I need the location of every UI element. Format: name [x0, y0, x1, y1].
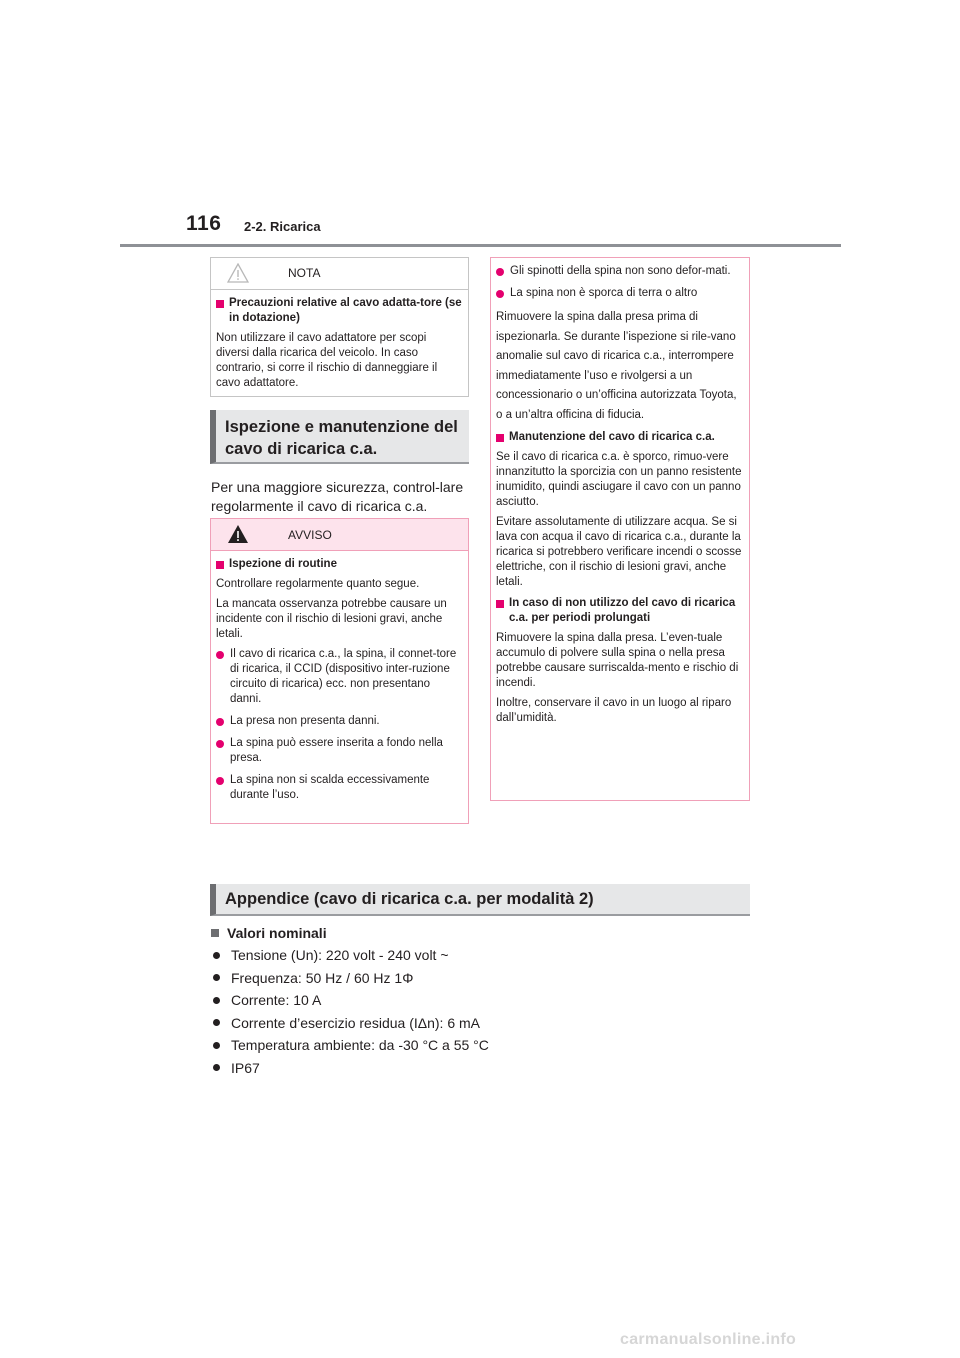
caution-outline-icon [227, 263, 249, 283]
round-bullet-icon [213, 974, 220, 981]
round-bullet-icon [216, 651, 224, 659]
avviso-label: AVVISO [288, 528, 332, 542]
round-bullet-icon [216, 740, 224, 748]
list-item: La spina può essere inserita a fondo nella presa. [216, 736, 462, 766]
nota-text: Non utilizzare il cavo adattatore per scopi diversi dalla ricarica del veicolo. In caso contrario, si corre il rischio di danneggiare il cavo adattatore. [216, 332, 438, 389]
spec-item: Corrente d’esercizio residua (IΔn): 6 mA [211, 1012, 751, 1035]
round-bullet-icon [213, 997, 220, 1004]
avviso-text: Rimuovere la spina dalla presa. L’even-tuale accumulo di polvere sulla spina o nella presa potrebbe causare surriscalda-mento e rischio di incendi. [496, 632, 739, 689]
list-item: La spina non è sporca di terra o altro [496, 286, 743, 301]
square-bullet-icon [496, 600, 504, 608]
spec-item: IP67 [211, 1057, 751, 1080]
warning-icon [227, 524, 249, 544]
section-intro: Per una maggiore sicurezza, control-lare regolarmente il cavo di ricarica c.a. [211, 479, 464, 514]
square-bullet-icon [211, 929, 219, 937]
list-item: Il cavo di ricarica c.a., la spina, il connet-tore di ricarica, il CCID (dispositivo inter-ruzione circuito di ricarica) ecc. non presentano danni. [216, 647, 462, 707]
avviso-subtitle: Manutenzione del cavo di ricarica c.a. [496, 430, 743, 445]
specs-list [211, 922, 751, 1079]
list-item: La spina non si scalda eccessivamente durante l’uso. [216, 773, 462, 803]
spec-item: Frequenza: 50 Hz / 60 Hz 1Φ [211, 967, 751, 990]
round-bullet-icon [213, 1019, 220, 1026]
round-bullet-icon [213, 952, 220, 959]
nota-header [211, 258, 468, 290]
round-bullet-icon [216, 718, 224, 726]
page-number: 116 [186, 212, 222, 235]
list-item: La presa non presenta danni. [216, 714, 462, 729]
round-bullet-icon [496, 268, 504, 276]
square-bullet-icon [496, 434, 504, 442]
header-rule [120, 244, 841, 247]
avviso-text: Rimuovere la spina dalla presa prima di ispezionarla. Se durante l’ispezione si rile-vano anomalie sul cavo di ricarica c.a., interrompere immediatamente l’uso e rivolgersi a un concessionario o un’officina autorizzata Toyota, o a un’altra officina di fiducia. [496, 311, 737, 421]
avviso-box [210, 518, 469, 824]
nota-box [210, 257, 469, 397]
section-heading-appendice: Appendice (cavo di ricarica c.a. per modalità 2) [210, 884, 750, 916]
spec-item: Temperatura ambiente: da -30 °C a 55 °C [211, 1034, 751, 1057]
specs-title: Valori nominali [211, 922, 751, 944]
avviso-continued-box [490, 257, 750, 801]
square-bullet-icon [216, 300, 224, 308]
avviso-text: La mancata osservanza potrebbe causare un incidente con il rischio di lesioni gravi, anche letali. [216, 598, 447, 640]
avviso-header [211, 519, 468, 551]
avviso-text: Se il cavo di ricarica c.a. è sporco, rimuo-vere innanzitutto la sporcizia con un panno resistente inumidito, quindi asciugare il cavo con un panno asciutto. [496, 451, 742, 508]
avviso-text: Inoltre, conservare il cavo in un luogo al riparo dall’umidità. [496, 697, 732, 724]
section-label: 2-2. Ricarica [244, 219, 321, 234]
round-bullet-icon [496, 290, 504, 298]
round-bullet-icon [216, 777, 224, 785]
avviso-text: Evitare assolutamente di utilizzare acqua. Se si lava con acqua il cavo di ricarica c.a., durante la ricarica si potrebbero verificare incendi o scosse elettriche, con il rischio di lesioni gravi, anche letali. [496, 516, 742, 588]
watermark: carmanualsonline.info [620, 1331, 797, 1348]
spec-item: Corrente: 10 A [211, 989, 751, 1012]
round-bullet-icon [213, 1064, 220, 1071]
round-bullet-icon [213, 1042, 220, 1049]
square-bullet-icon [216, 561, 224, 569]
avviso-subtitle: In caso di non utilizzo del cavo di ricarica c.a. per periodi prolungati [496, 596, 743, 626]
avviso-subtitle: Ispezione di routine [216, 557, 462, 572]
avviso-text: Controllare regolarmente quanto segue. [216, 578, 420, 590]
section-heading-ispezione: Ispezione e manutenzione del cavo di ricarica c.a. [210, 410, 469, 464]
spec-item: Tensione (Un): 220 volt - 240 volt ~ [211, 944, 751, 967]
list-item: Gli spinotti della spina non sono defor-mati. [496, 264, 743, 279]
nota-subtitle: Precauzioni relative al cavo adatta-tore (se in dotazione) [216, 296, 462, 326]
nota-label: NOTA [288, 266, 321, 280]
